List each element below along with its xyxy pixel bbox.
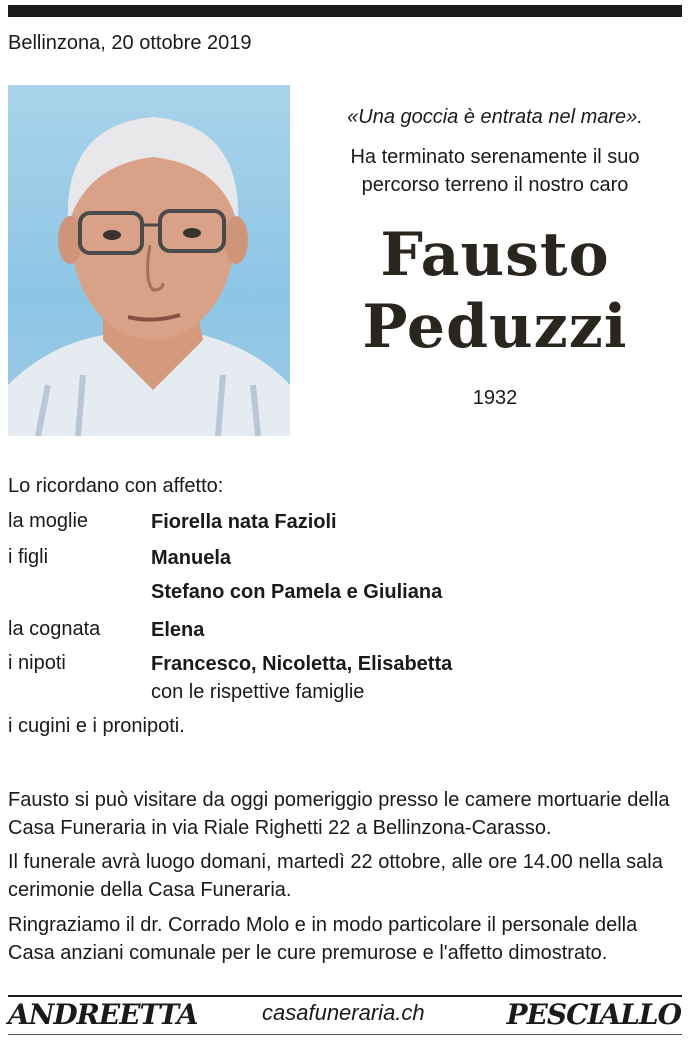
- place-date: Bellinzona, 20 ottobre 2019: [8, 32, 252, 54]
- relative-name: Fiorella nata Fazioli: [151, 511, 337, 533]
- quote: «Una goccia è entrata nel mare».: [347, 106, 643, 128]
- relative-role: la moglie: [8, 510, 89, 532]
- intro-line: percorso terreno il nostro caro: [361, 174, 629, 196]
- notice-paragraph: Ringraziamo il dr. Corrado Molo e in modo particolare il personale della Casa anziani comunale per le cure premurose e l'affetto dimostrato.: [8, 914, 638, 964]
- relative-names: [151, 544, 442, 606]
- portrait-photo: [8, 85, 290, 436]
- relative-role: i figli: [8, 546, 49, 568]
- deceased-last-name: Peduzzi: [362, 292, 628, 362]
- relative-role: i nipoti: [8, 652, 66, 674]
- intro-line: Ha terminato serenamente il suo: [350, 146, 640, 168]
- notice-paragraph: Fausto si può visitare da oggi pomeriggio presso le camere mortuarie della Casa Funeraria in via Riale Righetti 22 a Bellinzona-Carasso.: [8, 789, 670, 839]
- funeral-home-right: PESCIALLO: [506, 998, 681, 1031]
- relative-name: Manuela: [151, 547, 232, 569]
- bottom-rule: [8, 995, 682, 997]
- relative-name: Elena: [151, 619, 205, 641]
- relative-names: [151, 616, 204, 644]
- relative-names: [151, 508, 337, 536]
- relative-names: [151, 650, 452, 706]
- notice-paragraph: Il funerale avrà luogo domani, martedì 22 ottobre, alle ore 14.00 nella sala cerimonie della Casa Funeraria.: [8, 851, 663, 901]
- relatives-closing: i cugini e i pronipoti.: [8, 715, 185, 737]
- relative-note: con le rispettive famiglie: [151, 681, 365, 703]
- deceased-first-name: Fausto: [380, 220, 610, 290]
- website-link[interactable]: casafuneraria.ch: [262, 1000, 425, 1025]
- top-rule: [8, 5, 682, 17]
- relative-name: Stefano con Pamela e Giuliana: [151, 581, 443, 603]
- relative-role: la cognata: [8, 618, 101, 640]
- relatives-heading: Lo ricordano con affetto:: [8, 475, 224, 497]
- bottom-rule: [8, 1034, 682, 1035]
- intro-text: [300, 143, 690, 199]
- birth-year: 1932: [472, 387, 518, 409]
- funeral-home-left: ANDREETTA: [8, 998, 198, 1031]
- relative-name: Francesco, Nicoletta, Elisabetta: [151, 653, 453, 675]
